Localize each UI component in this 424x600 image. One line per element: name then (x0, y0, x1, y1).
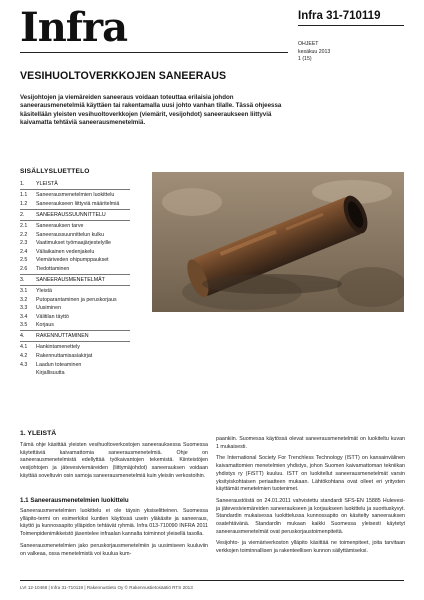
toc-item (20, 248, 140, 257)
toc-label: Korjaus (36, 322, 54, 329)
toc-divider (20, 220, 130, 221)
toc-item (20, 369, 140, 378)
infra-logo: Infra (20, 4, 127, 51)
toc-item (20, 287, 140, 296)
toc-label: Rakennuttamisasiakirjat (36, 353, 93, 359)
doc-pages: 1 (15) (298, 56, 312, 62)
body-paragraph: Saneerausmenetelmien luokittelu ei ole täysin yksiselitteinen. Suomessa ylläpito-termi on esimerkiksi kuntien käytössä usein yläkäsite ja saneeraus, käyttö ja kunnossapito ylläpidon tehtävät ryhmiä. Infra 013-710090 INFRA 2011 Toimenpidenimikkeistö jäsentelee infraalan kannalta toiminnot yleisellä tasolla. (20, 508, 208, 538)
card-rule (298, 25, 404, 26)
toc-item (20, 265, 140, 274)
toc-number: 2.6 (20, 265, 28, 272)
toc-number: 4.2 (20, 353, 28, 359)
toc-divider (20, 274, 130, 275)
document-title: VESIHUOLTOVERKKOJEN SANEERAUS (20, 70, 227, 82)
toc-label: Kirjallisuutta (36, 370, 65, 377)
pipe-photo (152, 172, 404, 312)
toc-divider (20, 330, 130, 331)
table-of-contents (20, 180, 140, 378)
toc-item (20, 361, 140, 370)
toc-number: 2.1 (20, 222, 28, 229)
toc-item (20, 200, 140, 209)
toc-item (20, 239, 140, 248)
toc-number: 4.1 (20, 344, 28, 351)
toc-number: 2.3 (20, 240, 28, 247)
toc-label: Saneeraukseen liittyviä määritelmiä (36, 200, 120, 207)
toc-item (20, 321, 140, 330)
toc-item (20, 352, 140, 361)
toc-number: 4. (20, 333, 25, 340)
toc-divider (20, 189, 130, 190)
toc-number: 1.2 (20, 200, 28, 207)
toc-number: 4.3 (20, 361, 28, 368)
toc-item (20, 231, 140, 240)
toc-label: Välitilan täyttö (36, 313, 69, 320)
toc-number: 3.5 (20, 322, 28, 329)
toc-label: YLEISTÄ (36, 181, 58, 187)
toc-item (20, 222, 140, 231)
body-column-left (20, 442, 208, 485)
toc-divider (20, 341, 130, 342)
body-paragraph: Tämä ohje käsittää yleisten vesihuoltoverkostojen saneerauksessa Suomessa käytettäviä kaivamattomia saneerausmenetelmiä. Ohje on saneerausmenetelmistä edellyttää työkaivantojen tekemistä. Kiinteistöjen vesijohtojen ja jätevesiviemäreiden (liittymäjohdot) saneerauksen voidaan käyttää soveltuvin osin samoja saneerausmenetelmiä kuin yleisiin verkostoihin. (20, 442, 208, 479)
toc-label: Putoparantaminen ja peruskorjaus (36, 296, 117, 303)
body-column-left-2 (20, 508, 208, 562)
toc-label: Tiedottaminen (36, 265, 70, 272)
section-heading-1-1: 1.1 Saneerausmenetelmien luokittelu (20, 497, 129, 504)
toc-number: 3. (20, 276, 25, 283)
toc-number (20, 369, 36, 378)
toc-item (20, 296, 140, 305)
toc-label: Väliaikainen vedenjakelu (36, 248, 95, 255)
section-heading-1: 1. YLEISTÄ (20, 430, 57, 437)
toc-heading: SISÄLLYSLUETTELO (20, 168, 90, 175)
toc-item (20, 343, 140, 352)
footer-rule (20, 580, 404, 581)
toc-divider (20, 285, 130, 286)
toc-number: 3.4 (20, 313, 28, 320)
document-meta (298, 41, 330, 64)
toc-label: SANEERAUSSUUNNITTELU (36, 211, 106, 218)
toc-item (20, 304, 140, 313)
toc-number: 3.2 (20, 296, 28, 303)
doc-date: kesäkuu 2013 (298, 48, 331, 55)
toc-label: Saneeraussuunnittelun kulku (36, 231, 105, 238)
body-column-right (216, 436, 405, 560)
lead-paragraph: Vesijohtojen ja viemäreiden saneeraus voidaan toteuttaa erilaisia johdon saneerausmenetelmiä käyttäen tai rakentamalla uusi johto vanhan tilalle. Tässä ohjeessa käsitellään yleisten vesihuoltoverkkojen (viemärit, vesijohdot) saneeraukseen liittyviä kaivamatta tehtäviä saneerausmenetelmiä. (20, 94, 282, 127)
toc-number: 1. (20, 181, 25, 187)
toc-section (20, 180, 140, 189)
toc-label: Uusiminen (36, 305, 62, 312)
toc-number: 2.5 (20, 257, 28, 264)
toc-item (20, 313, 140, 322)
toc-item (20, 191, 140, 200)
toc-label: SANEERAUSMENETELMÄT (36, 276, 105, 283)
toc-number: 3.1 (20, 287, 28, 294)
toc-number: 1.1 (20, 192, 28, 199)
body-paragraph: paankiin. Suomessa käytössä olevat saneerausmenetelmät on luokiteltu kuvan 1 mukaisesti. (216, 436, 405, 450)
toc-label: Laadun toteaminen (36, 361, 82, 368)
toc-item (20, 256, 140, 265)
toc-label: Vaatimukset työmaajärjestelyille (36, 240, 111, 247)
toc-label: Saneerauksen tarve (36, 222, 84, 229)
toc-divider (20, 209, 130, 210)
toc-section (20, 211, 140, 220)
doc-type: OHJEET (298, 41, 319, 47)
toc-label: Viemäriveden ohipumppaukset (36, 257, 109, 264)
toc-number: 2.4 (20, 248, 28, 255)
toc-section (20, 276, 140, 285)
toc-label: Hankintamenettely (36, 344, 80, 351)
body-paragraph: The International Society For Trenchless Technology (ISTT) on kansainvälinen kaivamattomien menetelmien yhdistys, johon Suomen kaivamattoman tekniikan yhdistys ry (FiSTT) kuuluu. ISTT on luokitellut saneerausmenetelmät varsin yksityiskohtaisen periaatteen mukaan. Lähtökohtana ovat olleet eri yritysten käyttämät menetelmien tuotenimet. (216, 455, 405, 493)
toc-label: RAKENNUTTAMINEN (36, 333, 89, 340)
toc-section (20, 332, 140, 341)
footer-text: LVI 12-10468 | Infra 31-710119 | Rakennustieto Oy © Rakennustietosäätiö RTS 2013 (20, 585, 193, 590)
toc-number: 2. (20, 211, 25, 218)
body-paragraph: Vesijohto- ja viemäriverkoston ylläpito käsittää ne toimenpiteet, joita tarvitaan verkkojen toiminnallisen ja rakenteellisen kunnon säilyttämiseksi. (216, 540, 405, 555)
header-rule (20, 52, 288, 53)
card-number: Infra 31-710119 (298, 10, 381, 22)
toc-label: Yleistä (36, 287, 52, 294)
toc-label: Saneerausmenetelmien luokittelu (36, 192, 115, 199)
toc-number: 3.3 (20, 305, 28, 312)
toc-number: 2.2 (20, 231, 28, 238)
body-paragraph: Saneerausmenetelmien jako peruskorjausmenetelmiin ja uusimiseen kuuluviin on valkeaa, ossa menetelmistä voi kuulua kum- (20, 542, 208, 557)
body-paragraph: Saneeraustöistä on 24.01.2011 vahvistettu standardi SFS-EN 15885 Hulevesi- ja jätevesiviemäreiden saneeraukseen ja korjaukseen luokittelu ja suorituskyvyt. Standardin mukaisessa luokittelussa kunnossapito on käsitelty saneerauksen osatehtävänä. Standardin mukaan kaikki Suomessa yleisesti käytetyt saneerausmenetelmät ovat peruskorjaustoimenpiteitä. (216, 497, 405, 535)
